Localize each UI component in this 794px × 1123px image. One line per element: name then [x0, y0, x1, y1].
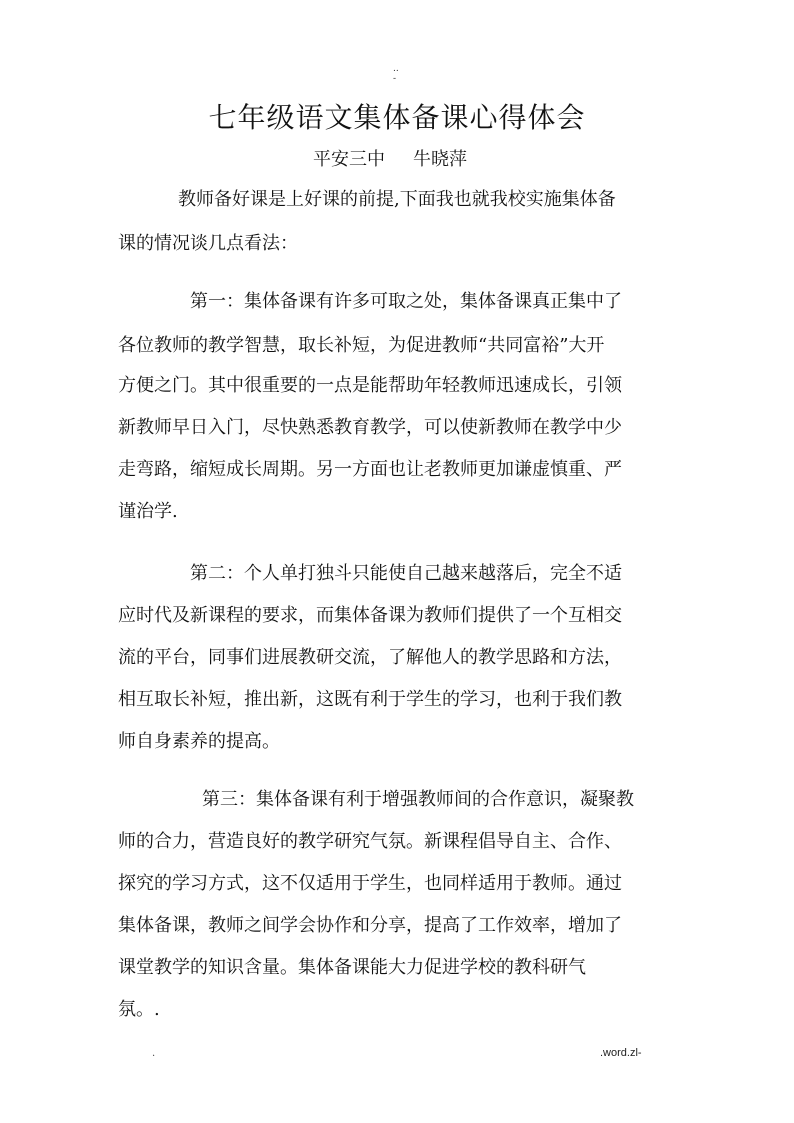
text-line: 氛。. — [118, 999, 160, 1020]
author-name: 牛晓萍 — [413, 149, 467, 170]
text-line: 谨治学. — [118, 501, 178, 522]
text-line: 探究的学习方式，这不仅适用于学生，也同样适用于教师。通过 — [118, 873, 622, 894]
text-line: 集体备课，教师之间学会协作和分享，提高了工作效率，增加了 — [118, 915, 622, 936]
text-line: 走弯路，缩短成长周期。另一方面也让老教师更加谦虚慎重、严 — [118, 459, 622, 480]
footer-text: .word.zl- — [600, 1047, 642, 1059]
text-line: 流的平台，同事们进展教研交流，了解他人的教学思路和方法， — [118, 647, 622, 668]
text-line: 第二：个人单打独斗只能使自己越来越落后，完全不适 — [190, 563, 622, 584]
text-line: 课的情况谈几点看法： — [118, 233, 298, 254]
text-line: 方便之门。其中很重要的一点是能帮助年轻教师迅速成长，引领 — [118, 375, 622, 396]
text-line: 各位教师的教学智慧，取长补短，为促进教师“共同富裕”大开 — [118, 335, 605, 356]
text-line: 新教师早日入门，尽快熟悉教育教学，可以使新教师在教学中少 — [118, 417, 622, 438]
text-line: 第一：集体备课有许多可取之处，集体备课真正集中了 — [190, 291, 622, 312]
text-line: 教师备好课是上好课的前提,下面我也就我校实施集体备 — [178, 189, 616, 210]
text-line: 应时代及新课程的要求，而集体备课为教师们提供了一个互相交 — [118, 605, 622, 626]
author-school: 平安三中 — [313, 149, 385, 170]
text-line: 第三：集体备课有利于增强教师间的合作意识，凝聚教 — [202, 789, 634, 810]
text-line: 相互取长补短，推出新，这既有利于学生的学习，也利于我们教 — [118, 689, 622, 710]
text-line: 课堂教学的知识含量。集体备课能大力促进学校的教科研气 — [118, 957, 586, 978]
author-line — [313, 148, 467, 172]
header-mark: .. - — [393, 64, 399, 84]
text-line: 师自身素养的提高。 — [118, 731, 280, 752]
document-title: 七年级语文集体备课心得体会 — [208, 101, 586, 134]
text-line: 师的合力，营造良好的教学研究气氛。新课程倡导自主、合作、 — [118, 831, 622, 852]
footer-dot: . — [152, 1048, 156, 1059]
